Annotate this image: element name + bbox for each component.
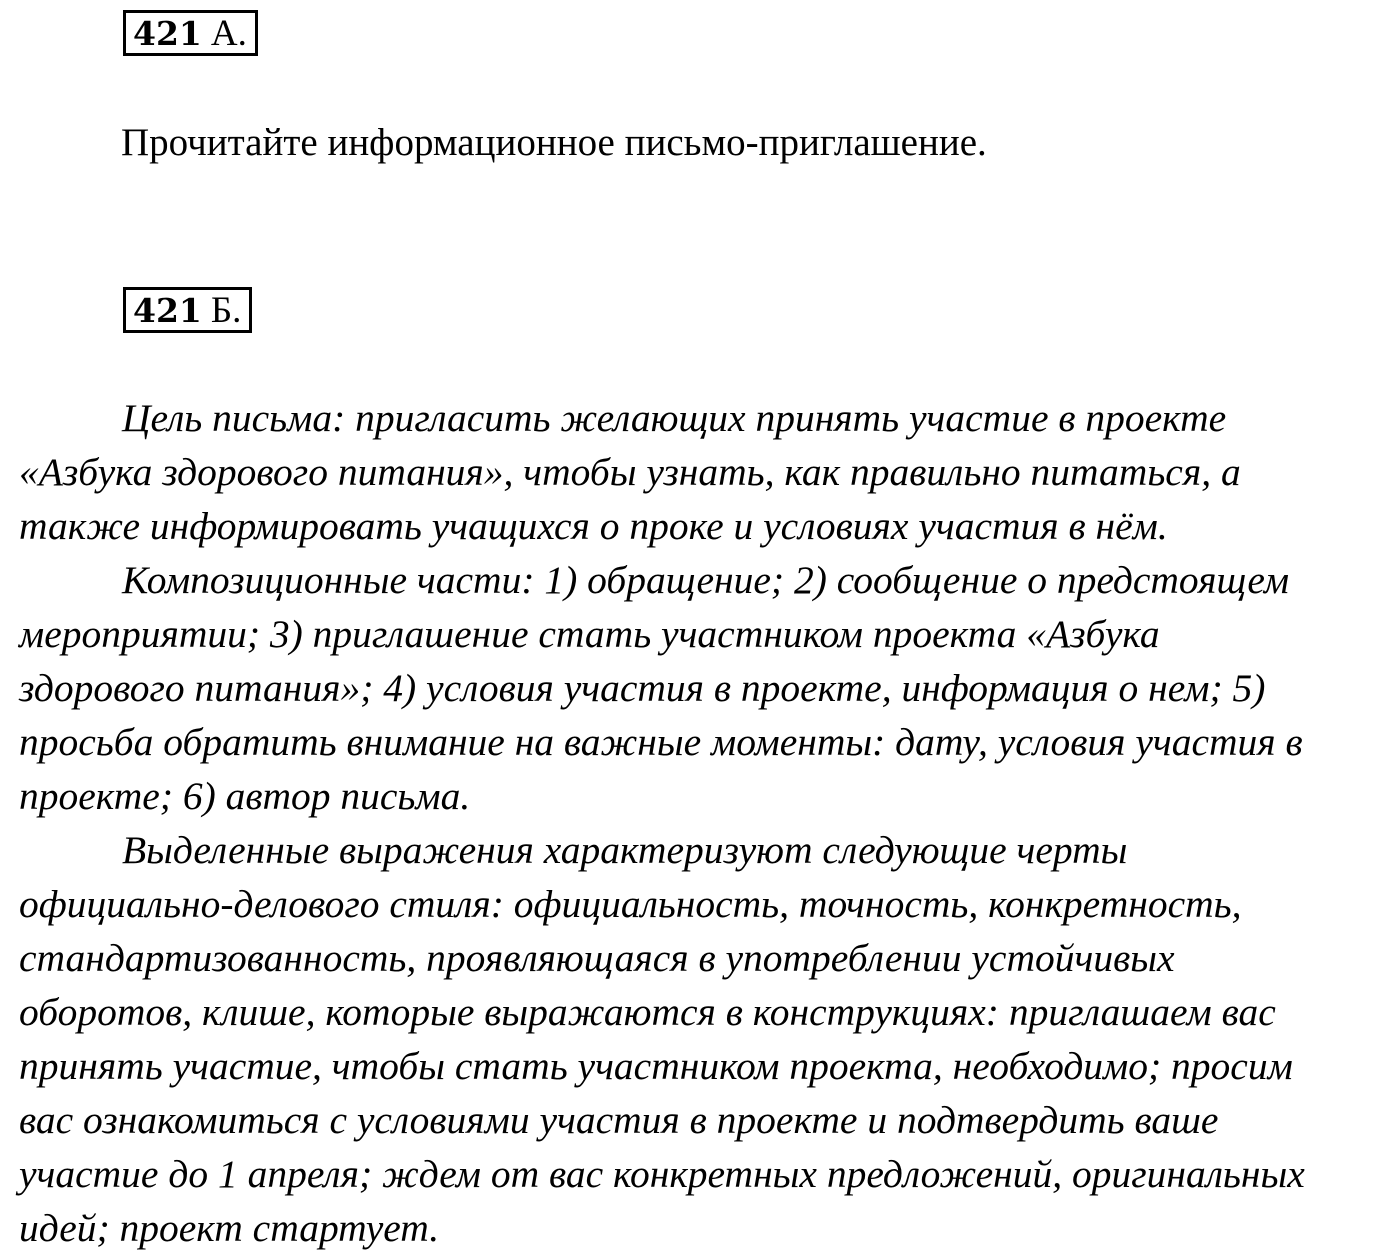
answer-text — [19, 391, 1359, 1255]
text-line: просьба обратить внимание на важные моменты: дату, условия участия в — [19, 720, 1303, 764]
exercise-letter: Б. — [210, 289, 242, 331]
text-line: официально-делового стиля: официальность, точность, конкретность, — [19, 882, 1242, 926]
text-line: Цель письма: пригласить желающих принять участие в проекте — [122, 396, 1227, 440]
text-line: проекте; 6) автор письма. — [19, 774, 471, 818]
text-line: идей; проект стартует. — [19, 1206, 440, 1250]
answer-paragraph — [19, 553, 1359, 823]
text-line: участие до 1 апреля; ждем от вас конкретных предложений, оригинальных — [19, 1152, 1305, 1196]
text-line: принять участие, чтобы стать участником проекта, необходимо; просим — [19, 1044, 1293, 1088]
answer-paragraph — [19, 823, 1359, 1255]
exercise-number: 421 — [133, 290, 202, 330]
exercise-instruction: Прочитайте информационное письмо-приглашение. — [121, 121, 987, 164]
exercise-number: 421 — [133, 13, 202, 53]
text-line: оборотов, клише, которые выражаются в конструкциях: приглашаем вас — [19, 990, 1276, 1034]
text-line: «Азбука здорового питания», чтобы узнать, как правильно питаться, а — [19, 450, 1241, 494]
exercise-number-label-a — [123, 10, 258, 56]
text-line: стандартизованность, проявляющаяся в употреблении устойчивых — [19, 936, 1175, 980]
exercise-letter: А. — [210, 12, 247, 54]
text-line: мероприятии; 3) приглашение стать участником проекта «Азбука — [19, 612, 1160, 656]
text-line: Композиционные части: 1) обращение; 2) сообщение о предстоящем — [122, 558, 1290, 602]
answer-paragraph — [19, 391, 1359, 553]
text-line: также информировать учащихся о проке и условиях участия в нём. — [19, 504, 1168, 548]
text-line: Выделенные выражения характеризуют следующие черты — [122, 828, 1128, 872]
exercise-number-label-b — [123, 287, 252, 333]
text-line: здорового питания»; 4) условия участия в проекте, информация о нем; 5) — [19, 666, 1266, 710]
text-line: вас ознакомиться с условиями участия в проекте и подтвердить ваше — [19, 1098, 1219, 1142]
